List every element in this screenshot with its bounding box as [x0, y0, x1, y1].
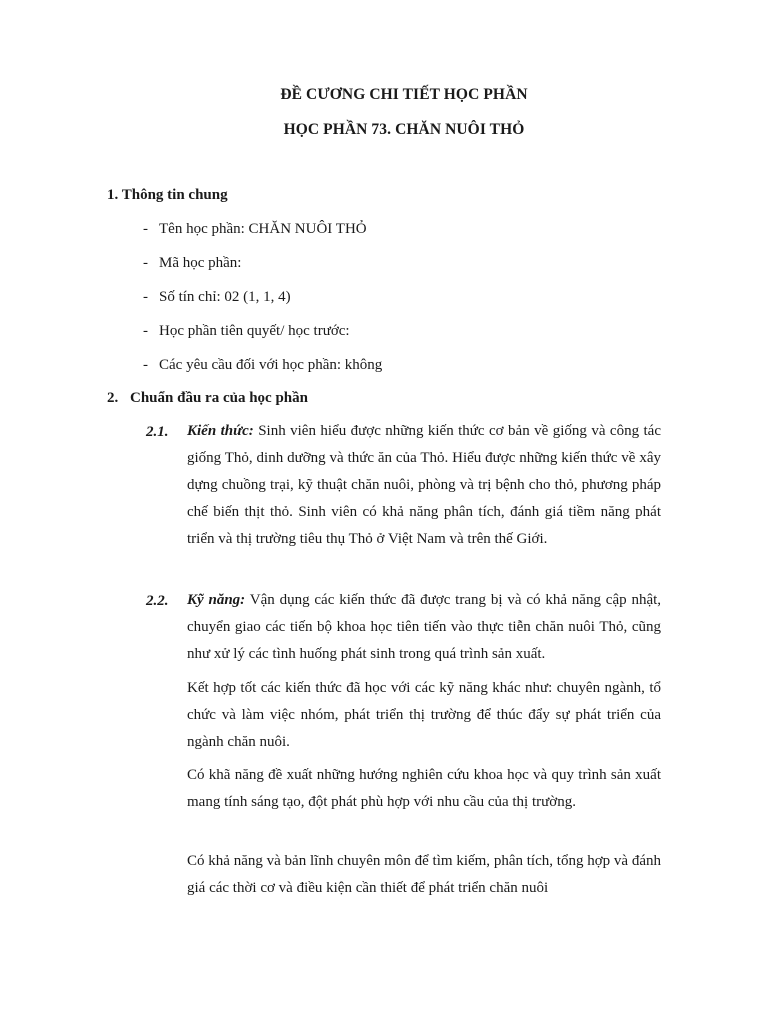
- section-2-title: Chuẩn đầu ra của học phần: [130, 390, 308, 406]
- list-item: [143, 357, 382, 374]
- course-title: HỌC PHẦN 73. CHĂN NUÔI THỎ: [283, 121, 525, 138]
- subsection-2-2-paragraph: [187, 587, 661, 668]
- subsection-2-2-number: 2.2.: [146, 593, 169, 609]
- skills-label: Kỹ năng:: [187, 592, 246, 608]
- skills-text: Vận dụng các kiến thức đã được trang bị và có khả năng cập nhật, chuyển giao các tiến bộ khoa học tiên tiến vào thực tiễn chăn nuôi Thỏ, cũng như xử lý các tình huống phát sinh trong quá trình sản xuất.: [187, 592, 662, 662]
- list-item: [143, 323, 350, 340]
- list-item-text: Số tín chỉ: 02 (1, 1, 4): [159, 289, 291, 305]
- subsection-2-1-number: 2.1.: [146, 424, 169, 440]
- section-2-heading: [107, 390, 308, 407]
- list-item: [143, 255, 241, 272]
- bullet-dash: -: [143, 221, 148, 237]
- skills-paragraph-2: Kết hợp tốt các kiến thức đã học với các kỹ năng khác như: chuyên ngành, tổ chức và làm việc nhóm, phát triển thị trường để thúc đẩy sự phát triển của ngành chăn nuôi.: [187, 680, 661, 750]
- bullet-dash: -: [143, 357, 148, 373]
- list-item: [143, 221, 367, 238]
- document-title: ĐỀ CƯƠNG CHI TIẾT HỌC PHẦN: [280, 86, 528, 103]
- subsection-2-1-paragraph: [187, 418, 661, 553]
- section-2-number: 2.: [107, 390, 119, 406]
- bullet-dash: -: [143, 255, 148, 271]
- knowledge-text: Sinh viên hiểu được những kiến thức cơ bản về giống và công tác giống Thỏ, dinh dưỡng và thức ăn của Thỏ. Hiểu được những kiến thức về xây dựng chuồng trại, kỹ thuật chăn nuôi, phòng và trị bệnh cho thỏ, phương pháp chế biến thịt thỏ. Sinh viên có khả năng phân tích, đánh giá tiềm năng phát triển và thị trường tiêu thụ Thỏ ở Việt Nam và trên thế Giới.: [187, 423, 661, 547]
- bullet-dash: -: [143, 289, 148, 305]
- list-item-text: Tên học phần: CHĂN NUÔI THỎ: [159, 221, 367, 237]
- knowledge-label: Kiến thức:: [187, 423, 254, 439]
- list-item-text: Các yêu cầu đối với học phần: không: [159, 357, 383, 373]
- skills-paragraph-4: Có khả năng và bản lĩnh chuyên môn để tìm kiếm, phân tích, tổng hợp và đánh giá các thời cơ và điều kiện cần thiết để phát triển chăn nuôi: [187, 853, 661, 896]
- bullet-dash: -: [143, 323, 148, 339]
- skills-paragraph-3: Có khã năng đề xuất những hướng nghiên cứu khoa học và quy trình sản xuất mang tính sáng tạo, đột phát phù hợp với nhu cầu của thị trường.: [187, 767, 661, 810]
- list-item-text: Mã học phần:: [159, 255, 242, 271]
- list-item: [143, 289, 291, 306]
- section-1-heading: 1. Thông tin chung: [107, 187, 228, 203]
- list-item-text: Học phần tiên quyết/ học trước:: [159, 323, 350, 339]
